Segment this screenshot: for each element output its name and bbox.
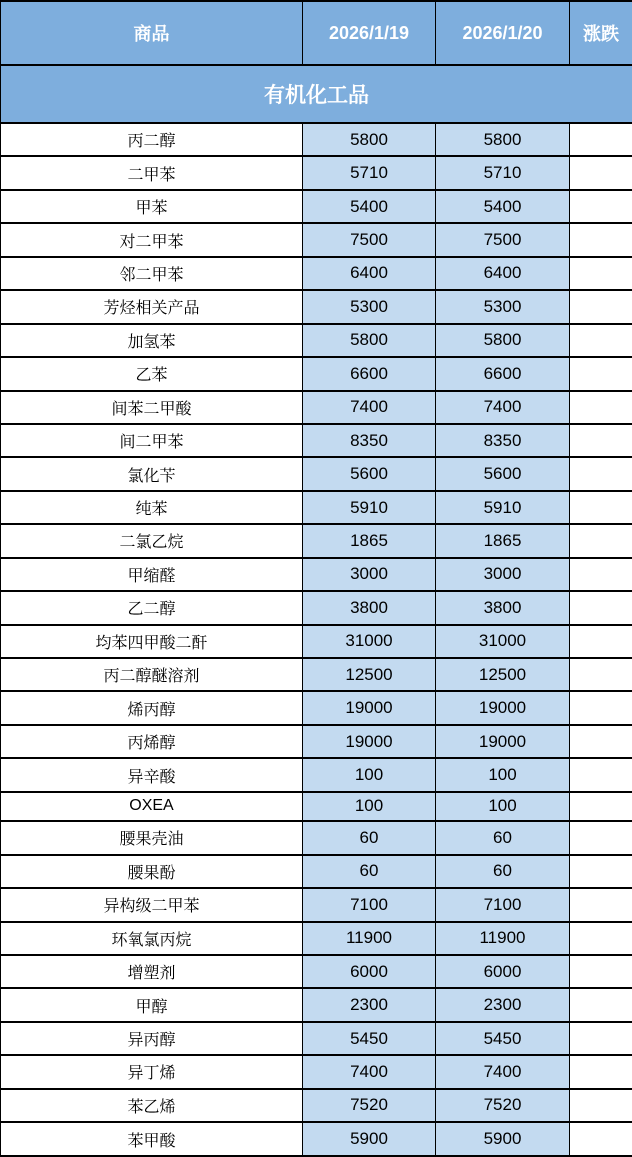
price-day2-cell: 8350 [436, 424, 570, 457]
change-cell [570, 491, 632, 524]
price-day1-cell: 5800 [303, 123, 436, 156]
table-row [1, 1055, 632, 1088]
product-name-cell: 异辛酸 [1, 758, 303, 791]
table-row [1, 625, 632, 658]
change-cell [570, 955, 632, 988]
section-title: 有机化工品 [1, 65, 632, 123]
table-row [1, 457, 632, 490]
price-day1-cell: 5300 [303, 290, 436, 323]
product-name-cell: 均苯四甲酸二酐 [1, 625, 303, 658]
price-day1-cell: 5710 [303, 156, 436, 189]
change-cell [570, 391, 632, 424]
price-day2-cell: 6400 [436, 257, 570, 290]
table-row [1, 491, 632, 524]
table-row [1, 558, 632, 591]
price-day2-cell: 5400 [436, 190, 570, 223]
change-cell [570, 324, 632, 357]
product-name-cell: 异丁烯 [1, 1055, 303, 1088]
price-day2-cell: 5450 [436, 1022, 570, 1055]
product-name-cell: 乙苯 [1, 357, 303, 390]
table-row [1, 988, 632, 1021]
price-day2-cell: 7100 [436, 888, 570, 921]
table-row [1, 524, 632, 557]
price-day2-cell: 7400 [436, 391, 570, 424]
product-name-cell: 间苯二甲酸 [1, 391, 303, 424]
change-cell [570, 424, 632, 457]
table-row [1, 324, 632, 357]
change-cell [570, 1055, 632, 1088]
table-row [1, 1122, 632, 1156]
product-name-cell: 苯乙烯 [1, 1089, 303, 1122]
product-name-cell: 丙二醇醚溶剂 [1, 658, 303, 691]
price-day1-cell: 6600 [303, 357, 436, 390]
price-day1-cell: 31000 [303, 625, 436, 658]
table-row [1, 156, 632, 189]
table-row [1, 821, 632, 854]
table-row [1, 391, 632, 424]
product-name-cell: 烯丙醇 [1, 691, 303, 724]
column-header-product: 商品 [1, 1, 303, 65]
column-header-date-2: 2026/1/20 [436, 1, 570, 65]
change-cell [570, 888, 632, 921]
price-day1-cell: 60 [303, 821, 436, 854]
price-day1-cell: 5910 [303, 491, 436, 524]
product-name-cell: 丙烯醇 [1, 725, 303, 758]
price-day2-cell: 3000 [436, 558, 570, 591]
header-row [1, 1, 632, 65]
price-day1-cell: 7400 [303, 391, 436, 424]
product-name-cell: 甲苯 [1, 190, 303, 223]
table-row [1, 257, 632, 290]
change-cell [570, 457, 632, 490]
product-name-cell: 甲缩醛 [1, 558, 303, 591]
product-name-cell: 邻二甲苯 [1, 257, 303, 290]
product-name-cell: 二甲苯 [1, 156, 303, 189]
price-day2-cell: 100 [436, 758, 570, 791]
price-day1-cell: 100 [303, 792, 436, 821]
product-name-cell: 丙二醇 [1, 123, 303, 156]
table-row [1, 1022, 632, 1055]
price-day2-cell: 5710 [436, 156, 570, 189]
product-name-cell: OXEA [1, 792, 303, 821]
change-cell [570, 123, 632, 156]
table-row [1, 955, 632, 988]
product-name-cell: 环氧氯丙烷 [1, 922, 303, 955]
price-day2-cell: 5900 [436, 1122, 570, 1156]
change-cell [570, 758, 632, 791]
change-cell [570, 691, 632, 724]
table-row [1, 1089, 632, 1122]
price-day1-cell: 100 [303, 758, 436, 791]
column-header-change: 涨跌 [570, 1, 632, 65]
change-cell [570, 290, 632, 323]
price-day1-cell: 7520 [303, 1089, 436, 1122]
price-day1-cell: 7500 [303, 223, 436, 256]
price-day1-cell: 60 [303, 855, 436, 888]
change-cell [570, 725, 632, 758]
table-row [1, 855, 632, 888]
change-cell [570, 357, 632, 390]
price-day2-cell: 2300 [436, 988, 570, 1021]
price-day1-cell: 7100 [303, 888, 436, 921]
price-day1-cell: 6400 [303, 257, 436, 290]
product-name-cell: 二氯乙烷 [1, 524, 303, 557]
table-row [1, 725, 632, 758]
price-day1-cell: 3800 [303, 591, 436, 624]
change-cell [570, 591, 632, 624]
change-cell [570, 658, 632, 691]
price-day1-cell: 1865 [303, 524, 436, 557]
price-day2-cell: 7500 [436, 223, 570, 256]
product-name-cell: 芳烃相关产品 [1, 290, 303, 323]
price-day1-cell: 5600 [303, 457, 436, 490]
product-name-cell: 增塑剂 [1, 955, 303, 988]
price-day2-cell: 6000 [436, 955, 570, 988]
price-day2-cell: 19000 [436, 725, 570, 758]
price-day1-cell: 5400 [303, 190, 436, 223]
table-row [1, 357, 632, 390]
table-row [1, 792, 632, 821]
table-row [1, 290, 632, 323]
price-day1-cell: 5450 [303, 1022, 436, 1055]
price-day1-cell: 12500 [303, 658, 436, 691]
change-cell [570, 821, 632, 854]
price-day2-cell: 3800 [436, 591, 570, 624]
price-day2-cell: 12500 [436, 658, 570, 691]
price-day2-cell: 60 [436, 855, 570, 888]
column-header-date-1: 2026/1/19 [303, 1, 436, 65]
change-cell [570, 1122, 632, 1156]
table-row [1, 591, 632, 624]
price-day2-cell: 5800 [436, 123, 570, 156]
table-row [1, 922, 632, 955]
change-cell [570, 922, 632, 955]
product-name-cell: 对二甲苯 [1, 223, 303, 256]
change-cell [570, 257, 632, 290]
change-cell [570, 156, 632, 189]
change-cell [570, 792, 632, 821]
price-day2-cell: 5600 [436, 457, 570, 490]
price-day2-cell: 6600 [436, 357, 570, 390]
change-cell [570, 625, 632, 658]
change-cell [570, 1089, 632, 1122]
price-day2-cell: 31000 [436, 625, 570, 658]
price-day2-cell: 5800 [436, 324, 570, 357]
table-row [1, 691, 632, 724]
price-day2-cell: 100 [436, 792, 570, 821]
price-day1-cell: 19000 [303, 691, 436, 724]
table-row [1, 658, 632, 691]
product-name-cell: 乙二醇 [1, 591, 303, 624]
change-cell [570, 988, 632, 1021]
product-name-cell: 异构级二甲苯 [1, 888, 303, 921]
table-row [1, 223, 632, 256]
table-row [1, 758, 632, 791]
product-name-cell: 加氢苯 [1, 324, 303, 357]
price-day2-cell: 5300 [436, 290, 570, 323]
price-day2-cell: 5910 [436, 491, 570, 524]
section-row [1, 65, 632, 123]
price-day2-cell: 1865 [436, 524, 570, 557]
change-cell [570, 1022, 632, 1055]
price-day1-cell: 2300 [303, 988, 436, 1021]
table-row [1, 888, 632, 921]
table-row [1, 123, 632, 156]
change-cell [570, 558, 632, 591]
product-name-cell: 腰果壳油 [1, 821, 303, 854]
product-name-cell: 苯甲酸 [1, 1122, 303, 1156]
product-name-cell: 腰果酚 [1, 855, 303, 888]
product-name-cell: 甲醇 [1, 988, 303, 1021]
price-day1-cell: 19000 [303, 725, 436, 758]
product-name-cell: 异丙醇 [1, 1022, 303, 1055]
product-name-cell: 纯苯 [1, 491, 303, 524]
change-cell [570, 855, 632, 888]
change-cell [570, 223, 632, 256]
price-day2-cell: 60 [436, 821, 570, 854]
price-day2-cell: 19000 [436, 691, 570, 724]
change-cell [570, 524, 632, 557]
price-day2-cell: 11900 [436, 922, 570, 955]
price-day2-cell: 7520 [436, 1089, 570, 1122]
price-day1-cell: 7400 [303, 1055, 436, 1088]
price-day1-cell: 11900 [303, 922, 436, 955]
table-body [1, 123, 632, 1156]
price-day1-cell: 5900 [303, 1122, 436, 1156]
table-row [1, 424, 632, 457]
product-name-cell: 间二甲苯 [1, 424, 303, 457]
price-day1-cell: 3000 [303, 558, 436, 591]
price-day1-cell: 8350 [303, 424, 436, 457]
price-day1-cell: 5800 [303, 324, 436, 357]
price-day2-cell: 7400 [436, 1055, 570, 1088]
table-row [1, 190, 632, 223]
price-day1-cell: 6000 [303, 955, 436, 988]
change-cell [570, 190, 632, 223]
product-name-cell: 氯化苄 [1, 457, 303, 490]
